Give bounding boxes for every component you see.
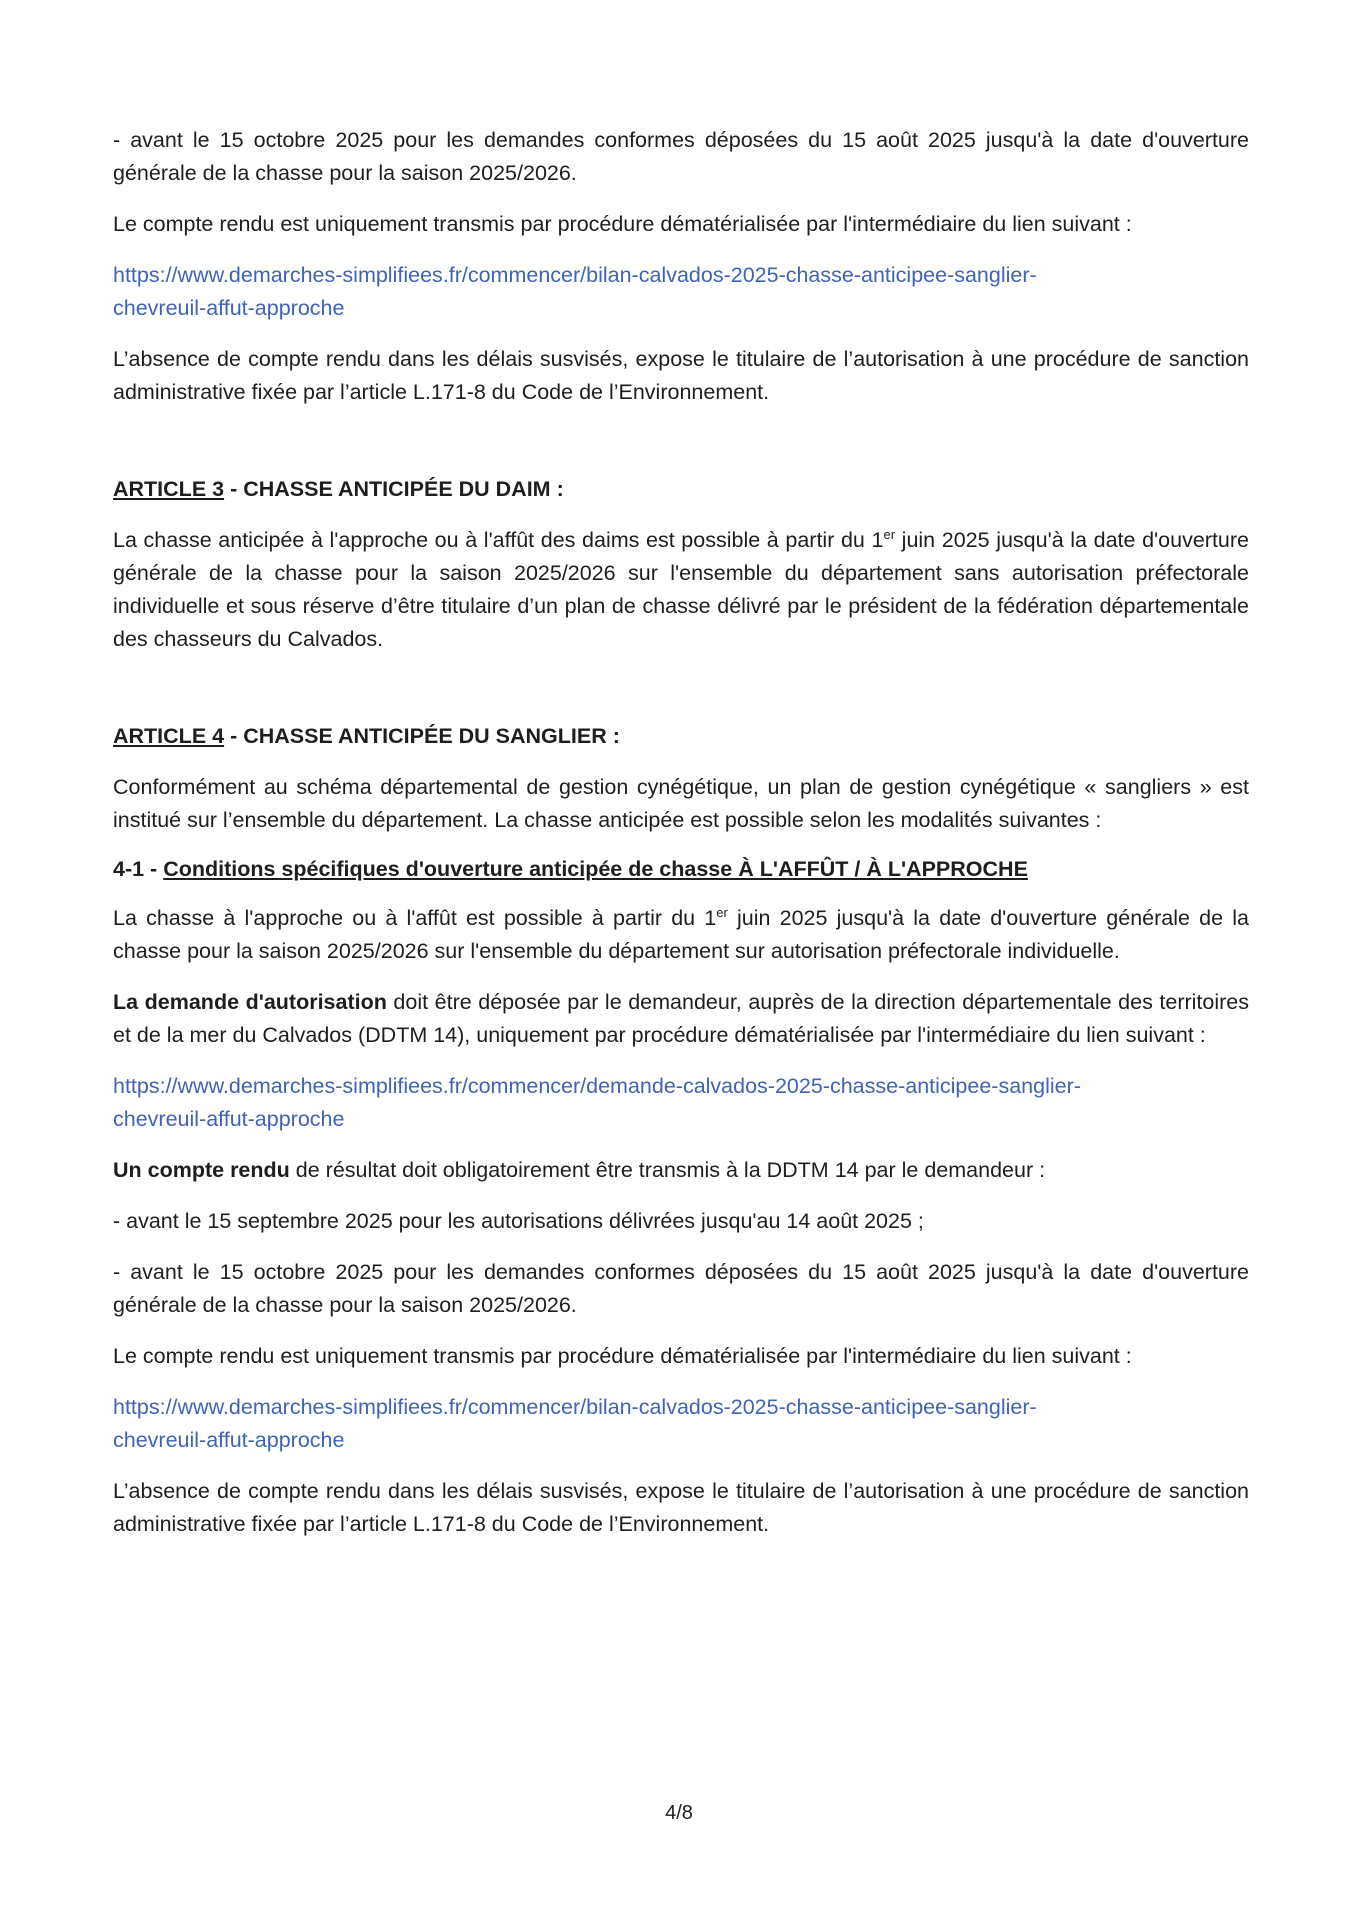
deadline-october-paragraph: - avant le 15 octobre 2025 pour les demandes conformes déposées du 15 août 2025 jusqu'à la date d'ouverture générale de la chasse pour la saison 2025/2026. xyxy=(113,1260,1249,1317)
request-link[interactable] xyxy=(113,1070,1249,1136)
article-3-label: ARTICLE 3 xyxy=(113,477,225,501)
article-3-body-part-2: juin 2025 jusqu'à la date d'ouverture générale de la chasse pour la saison 2025/2026 sur l'ensemble du département sans autorisation préfectorale individuelle et sous réserve d’être titulaire d’un plan de chasse délivré par le président de la fédération départementale des chasseurs du Calvados. xyxy=(113,528,1249,651)
conditions-part-2: juin 2025 jusqu'à la date d'ouverture générale de la chasse pour la saison 2025/2026 sur l'ensemble du département sur autorisation préfectorale individuelle. xyxy=(113,906,1249,963)
deadline-september-paragraph: - avant le 15 septembre 2025 pour les autorisations délivrées jusqu'au 14 août 2025 ; xyxy=(113,1209,924,1233)
transmission-paragraph: Le compte rendu est uniquement transmis par procédure dématérialisée par l'intermédiaire du lien suivant : xyxy=(113,1344,1132,1368)
request-link-line-2[interactable]: chevreuil-affut-approche xyxy=(113,1107,345,1131)
article-3-body xyxy=(113,524,1249,656)
report-link-line-1[interactable]: https://www.demarches-simplifiees.fr/commencer/bilan-calvados-2025-chasse-anticipee-sanglier- xyxy=(113,1395,1037,1419)
section-4-1-title: Conditions spécifiques d'ouverture anticipée de chasse À L'AFFÛT / À L'APPROCHE xyxy=(163,857,1028,881)
article-4-label: ARTICLE 4 xyxy=(113,724,225,748)
report-link[interactable] xyxy=(113,1391,1249,1457)
document-page xyxy=(113,124,1249,1541)
report-link-line-1[interactable]: https://www.demarches-simplifiees.fr/commencer/bilan-calvados-2025-chasse-anticipee-sanglier- xyxy=(113,263,1037,287)
article-3-body-part-1: La chasse anticipée à l'approche ou à l'affût des daims est possible à partir du 1 xyxy=(113,528,884,552)
transmission-paragraph: Le compte rendu est uniquement transmis par procédure dématérialisée par l'intermédiaire du lien suivant : xyxy=(113,212,1132,236)
article-3-title: - CHASSE ANTICIPÉE DU DAIM : xyxy=(224,477,564,501)
request-bold-label: La demande d'autorisation xyxy=(113,990,387,1014)
conditions-part-1: La chasse à l'approche ou à l'affût est possible à partir du 1 xyxy=(113,906,717,930)
report-link-line-2[interactable]: chevreuil-affut-approche xyxy=(113,1428,345,1452)
report-link-line-2[interactable]: chevreuil-affut-approche xyxy=(113,296,345,320)
ordinal-superscript: er xyxy=(883,526,896,542)
section-4-1-number: 4-1 - xyxy=(113,857,164,881)
report-text: de résultat doit obligatoirement être transmis à la DDTM 14 par le demandeur : xyxy=(289,1158,1046,1182)
report-paragraph xyxy=(113,1154,1249,1187)
article-4-intro: Conformément au schéma départemental de gestion cynégétique, un plan de gestion cynégétique « sangliers » est institué sur l’ensemble du département. La chasse anticipée est possible selon les modalités suivantes : xyxy=(113,775,1249,832)
report-link[interactable] xyxy=(113,259,1249,325)
sanction-paragraph: L’absence de compte rendu dans les délais susvisés, expose le titulaire de l’autorisation à une procédure de sanction administrative fixée par l’article L.171-8 du Code de l’Environnement. xyxy=(113,347,1249,404)
request-text: doit être déposée par le demandeur, auprès de la direction départementale des territoires et de la mer du Calvados (DDTM 14), uniquement par procédure dématérialisée par l'intermédiaire du lien suivant : xyxy=(113,990,1249,1047)
article-3-heading xyxy=(113,473,1249,506)
section-4-1-heading xyxy=(113,853,1249,886)
deadline-october-paragraph: - avant le 15 octobre 2025 pour les demandes conformes déposées du 15 août 2025 jusqu'à la date d'ouverture générale de la chasse pour la saison 2025/2026. xyxy=(113,128,1249,185)
sanction-paragraph: L’absence de compte rendu dans les délais susvisés, expose le titulaire de l’autorisation à une procédure de sanction administrative fixée par l’article L.171-8 du Code de l’Environnement. xyxy=(113,1479,1249,1536)
request-paragraph xyxy=(113,986,1249,1052)
report-bold-label: Un compte rendu xyxy=(113,1158,290,1182)
page-number: 4/8 xyxy=(665,1802,693,1824)
conditions-paragraph xyxy=(113,902,1249,968)
article-4-heading xyxy=(113,720,1249,753)
ordinal-superscript: er xyxy=(716,904,728,920)
article-4-title: - CHASSE ANTICIPÉE DU SANGLIER : xyxy=(224,724,620,748)
request-link-line-1[interactable]: https://www.demarches-simplifiees.fr/commencer/demande-calvados-2025-chasse-anticipee-sanglier- xyxy=(113,1074,1081,1098)
